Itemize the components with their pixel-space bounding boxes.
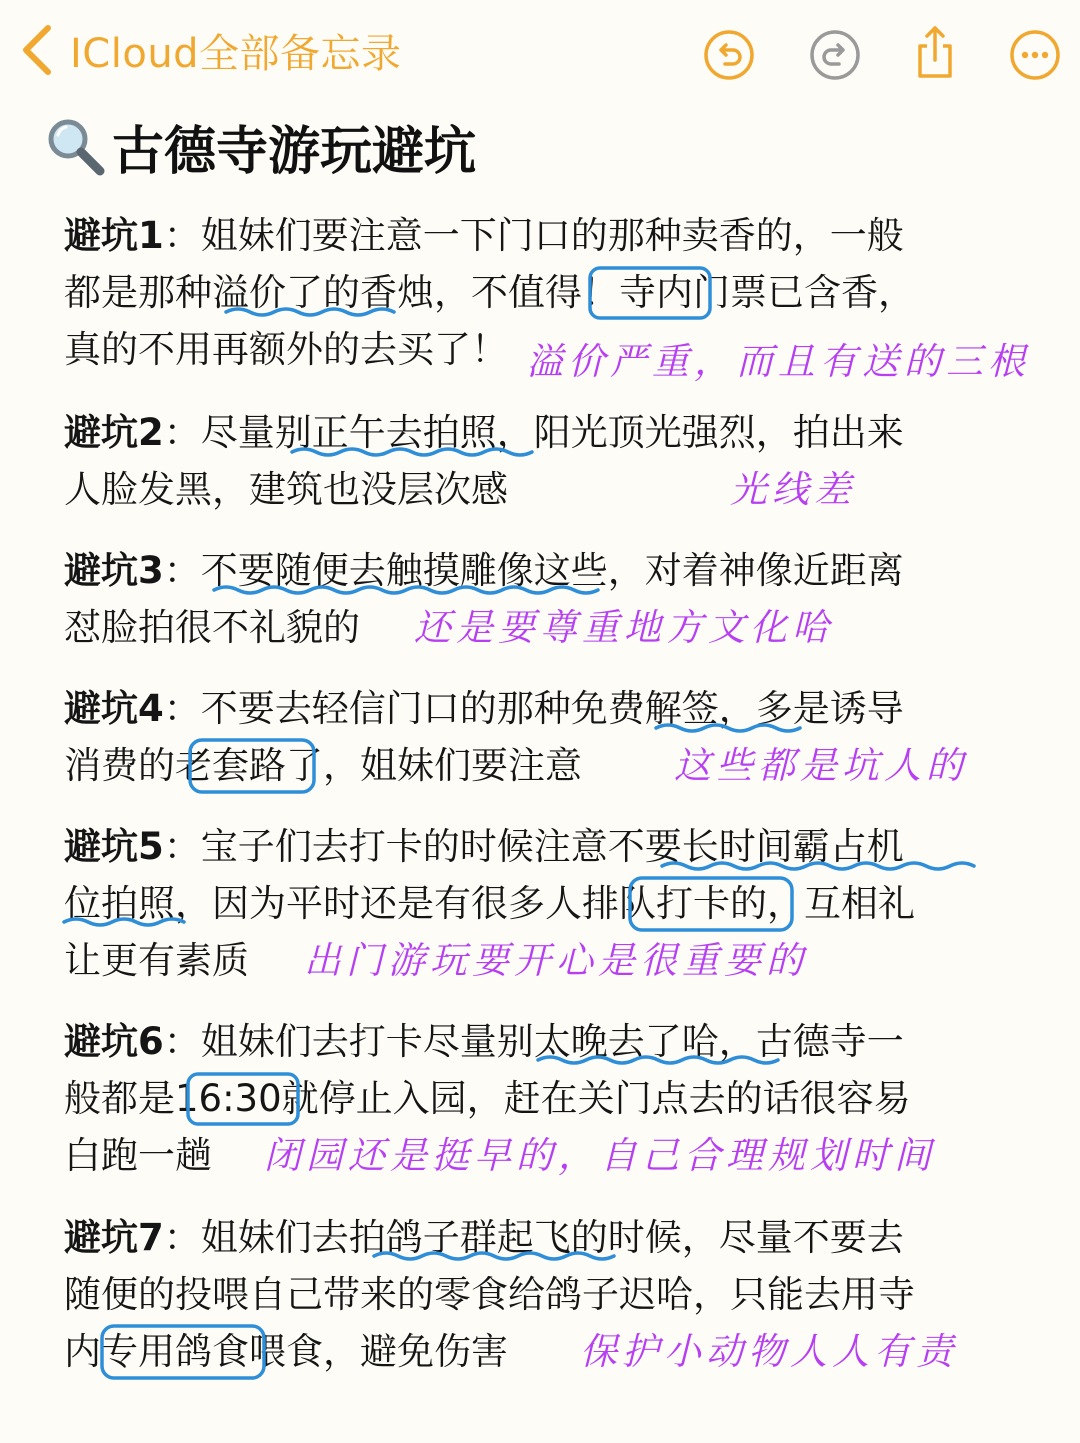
entry-line (64, 1267, 915, 1323)
undo-button[interactable] (702, 28, 756, 82)
entry-line (64, 322, 508, 378)
entry-line (64, 681, 904, 737)
handwritten-annotation: 还是要尊重地方文化哈 (414, 606, 834, 649)
entry-text: 内专用鸽食喂食，避免伤害 (64, 1330, 508, 1373)
back-button[interactable] (20, 20, 402, 80)
entry-text: 怼脸拍很不礼貌的 (64, 606, 360, 649)
more-button[interactable] (1008, 28, 1062, 82)
entry-text: ：不要去轻信门口的那种免费解签，多是诱导 (163, 687, 904, 730)
redo-icon (808, 28, 862, 82)
redo-button[interactable] (808, 28, 862, 82)
chevron-left-icon (20, 22, 54, 78)
entry-line (64, 405, 904, 461)
toolbar (0, 0, 1080, 100)
handwritten-annotation: 这些都是坑人的 (674, 744, 968, 787)
handwritten-annotation: 光线差 (730, 468, 856, 511)
note-title: 古德寺游玩避坑 (112, 121, 477, 182)
handwritten-annotation: 出门游玩要开心是很重要的 (304, 939, 808, 982)
note-title-row (44, 108, 476, 184)
entry-text: ：不要随便去触摸雕像这些，对着神像近距离 (163, 549, 904, 592)
entry-line (64, 1210, 904, 1266)
entry-text: ：姐妹们要注意一下门口的那种卖香的，一般 (163, 214, 904, 257)
undo-icon (702, 28, 756, 82)
entry-label: 避坑3 (64, 549, 164, 592)
entry-line (64, 543, 904, 599)
entry-text: 随便的投喂自己带来的零食给鸽子迟哈，只能去用寺 (64, 1273, 915, 1316)
entry-text: ：姐妹们去打卡尽量别太晚去了哈，古德寺一 (163, 1020, 904, 1063)
entry-line (64, 1128, 212, 1184)
entry-label: 避坑1 (64, 214, 164, 257)
entry-line (64, 265, 915, 321)
entry-label: 避坑5 (64, 825, 164, 868)
entry-text: ：宝子们去打卡的时候注意不要长时间霸占机 (163, 825, 904, 868)
entry-text: 位拍照，因为平时还是有很多人排队打卡的，互相礼 (64, 882, 915, 925)
entry-label: 避坑4 (64, 687, 164, 730)
handwritten-annotation: 溢价严重，而且有送的三根 (526, 340, 1030, 383)
handwritten-annotation: 保护小动物人人有责 (580, 1330, 958, 1373)
entry-line (64, 876, 915, 932)
entry-line (64, 600, 360, 656)
entry-label: 避坑2 (64, 411, 164, 454)
entry-text: 真的不用再额外的去买了！ (64, 328, 508, 371)
entry-line (64, 933, 249, 989)
entry-line (64, 208, 904, 264)
entry-text: 般都是16:30就停止入园，赶在关门点去的话很容易 (64, 1077, 911, 1120)
entry-line (64, 819, 904, 875)
entry-text: 让更有素质 (64, 939, 249, 982)
share-button[interactable] (908, 22, 962, 82)
entry-label: 避坑6 (64, 1020, 164, 1063)
entry-line (64, 738, 582, 794)
entry-text: 人脸发黑，建筑也没层次感 (64, 468, 508, 511)
entry-line (64, 1324, 508, 1380)
handwritten-annotation: 闭园还是挺早的，自己合理规划时间 (264, 1134, 936, 1177)
magnifier-icon (44, 115, 106, 177)
entry-text: ：尽量别正午去拍照，阳光顶光强烈，拍出来 (163, 411, 904, 454)
entry-label: 避坑7 (64, 1216, 164, 1259)
entry-text: 都是那种溢价了的香烛，不值得！寺内门票已含香， (64, 271, 915, 314)
entry-text: 白跑一趟 (64, 1134, 212, 1177)
entry-line (64, 1071, 911, 1127)
back-label: ICloud全部备忘录 (70, 30, 402, 77)
entry-line (64, 1014, 904, 1070)
entry-text: ：姐妹们去拍鸽子群起飞的时候，尽量不要去 (163, 1216, 904, 1259)
share-icon (908, 22, 962, 82)
entry-text: 消费的老套路了，姐妹们要注意 (64, 744, 582, 787)
more-icon (1008, 28, 1062, 82)
entry-line (64, 462, 508, 518)
